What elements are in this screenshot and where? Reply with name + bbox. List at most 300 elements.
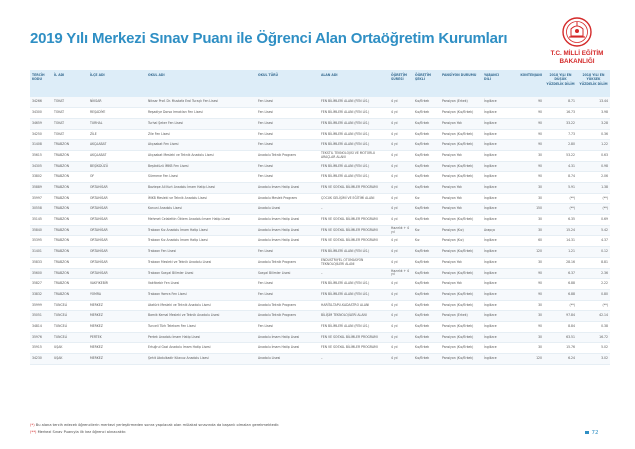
cell-kontenjan: 90	[508, 97, 544, 108]
cell-en-dusuk-yuzdelik: 2.80	[544, 140, 577, 151]
cell-alan-adi: FEN BİLİMLERİ ALANI (FEN LİS.)	[319, 140, 389, 151]
cell-okul-turu: Anadolu Teknik Programı	[256, 311, 319, 322]
cell-okul-adi: Sürmene Fen Lisesi	[146, 172, 256, 183]
cell-yabanci-dili: İngilizce	[482, 289, 508, 300]
cell-okul-turu: Sosyal Bilimler Lisesi	[256, 268, 319, 279]
cell-en-dusuk-yuzdelik: 97.84	[544, 311, 577, 322]
cell-kontenjan: 90	[508, 268, 544, 279]
cell-ilce-adi: NİKSAR	[88, 97, 146, 108]
cell-ogretim-sekli: Kız	[413, 225, 440, 236]
cell-ogretim-sekli: Kız/Erkek	[413, 268, 440, 279]
cell-en-dusuk-yuzdelik: 53.22	[544, 150, 577, 161]
cell-il-adi: TRABZON	[52, 289, 88, 300]
cell-il-adi: TRABZON	[52, 268, 88, 279]
cell-pansiyon-durumu: Pansiyon (Kız/Erkek)	[440, 268, 482, 279]
cell-tercih-kodu: 31408	[30, 140, 52, 151]
cell-alan-adi: FEN BİLİMLERİ ALANI (FEN LİS.)	[319, 247, 389, 258]
cell-en-yuksek-yuzdelik: 0.12	[577, 247, 610, 258]
cell-ogretim-suresi: 4 yıl	[389, 204, 413, 215]
cell-ogretim-suresi: 4 yıl	[389, 215, 413, 226]
cell-pansiyon-durumu: Pansiyon (Erkek)	[440, 97, 482, 108]
cell-alan-adi: FEN VE SOSYAL BİLİMLER PROGRAMI	[319, 215, 389, 226]
footnotes	[30, 422, 279, 436]
header-il-adi: İL ADI	[52, 70, 88, 97]
cell-ogretim-sekli: Kız/Erkek	[413, 150, 440, 161]
footnote-2-text: Merkezi Sınav Puanıyla ilk kez öğrenci alınacaktır.	[37, 429, 127, 434]
cell-ogretim-suresi: Hazırlık + 4 yıl	[389, 268, 413, 279]
cell-okul-adi: Niksar Prof. Dr. Mustafa Erol Turaçlı Fen Lisesi	[146, 97, 256, 108]
cell-kontenjan: 90	[508, 129, 544, 140]
cell-en-yuksek-yuzdelik: 8.81	[577, 257, 610, 268]
footnote-2-mark: (**)	[30, 429, 37, 434]
cell-en-dusuk-yuzdelik: 6.88	[544, 289, 577, 300]
header-tercih-kodu: TERCİH KODU	[30, 70, 52, 97]
cell-yabanci-dili: İngilizce	[482, 97, 508, 108]
cell-yabanci-dili: İngilizce	[482, 108, 508, 119]
cell-okul-adi: Mehmet Celalettin Öktem Anadolu İmam Hatip Lisesi	[146, 215, 256, 226]
cell-il-adi: TRABZON	[52, 193, 88, 204]
cell-ogretim-suresi: 4 yıl	[389, 140, 413, 151]
cell-en-dusuk-yuzdelik: (**)	[544, 193, 577, 204]
cell-ilce-adi: ORTAHİSAR	[88, 183, 146, 194]
cell-yabanci-dili: İngilizce	[482, 140, 508, 151]
cell-okul-adi: Bamik Kemal Mesleki ve Teknik Anadolu Lisesi	[146, 311, 256, 322]
cell-pansiyon-durumu: Pansiyon (Kız/Erkek)	[440, 300, 482, 311]
logo-line-2: BAKANLIĞI	[559, 57, 595, 65]
cell-ilce-adi: ORTAHİSAR	[88, 257, 146, 268]
cell-il-adi: TRABZON	[52, 279, 88, 290]
cell-ogretim-suresi: 4 yıl	[389, 97, 413, 108]
cell-alan-adi: TEKSTİL TEKNOLOJİSİ VE MOTORLU ARAÇLAR ALANI	[319, 150, 389, 161]
cell-okul-adi: Zile Fen Lisesi	[146, 129, 256, 140]
header-ogretim-suresi: ÖĞRETİM SÜRESİ	[389, 70, 413, 97]
cell-il-adi: TRABZON	[52, 215, 88, 226]
cell-alan-adi: FEN BİLİMLERİ ALANI (FEN LİS.)	[319, 289, 389, 300]
cell-ilce-adi: MERKEZ	[88, 311, 146, 322]
cell-kontenjan: 30	[508, 332, 544, 343]
table-row	[30, 215, 610, 226]
cell-ogretim-suresi: 4 yıl	[389, 129, 413, 140]
cell-yabanci-dili: İngilizce	[482, 321, 508, 332]
cell-il-adi: TRABZON	[52, 236, 88, 247]
cell-ilce-adi: BEŞİKDÜZÜ	[88, 161, 146, 172]
cell-en-dusuk-yuzdelik: 6.88	[544, 279, 577, 290]
cell-okul-adi: Tunceli Türk Telekom Fen Lisesi	[146, 321, 256, 332]
cell-yabanci-dili: İngilizce	[482, 257, 508, 268]
cell-yabanci-dili: İngilizce	[482, 215, 508, 226]
cell-en-yuksek-yuzdelik: (**)	[577, 204, 610, 215]
cell-en-yuksek-yuzdelik: 1.22	[577, 140, 610, 151]
cell-kontenjan: 90	[508, 289, 544, 300]
cell-okul-turu: Fen Lisesi	[256, 108, 319, 119]
cell-okul-turu: Anadolu İmam Hatip Lisesi	[256, 343, 319, 354]
cell-il-adi: UŞAK	[52, 354, 88, 365]
cell-alan-adi: FEN VE SOSYAL BİLİMLER PROGRAMI	[319, 225, 389, 236]
table-row	[30, 268, 610, 279]
cell-en-yuksek-yuzdelik: 3.02	[577, 354, 610, 365]
cell-il-adi: TOKAT	[52, 97, 88, 108]
cell-alan-adi: FEN VE SOSYAL BİLİMLER PROGRAMI	[319, 343, 389, 354]
cell-tercih-kodu: 33802	[30, 172, 52, 183]
cell-okul-turu: Anadolu İmam Hatip Lisesi	[256, 236, 319, 247]
cell-ogretim-suresi: 4 yıl	[389, 311, 413, 322]
schools-table	[30, 70, 610, 365]
table-row	[30, 300, 610, 311]
cell-alan-adi: FEN BİLİMLERİ ALANI (FEN LİS.)	[319, 321, 389, 332]
table-row	[30, 118, 610, 129]
cell-alan-adi: –	[319, 354, 389, 365]
page-number-text: 72	[591, 430, 599, 436]
cell-yabanci-dili: İngilizce	[482, 118, 508, 129]
cell-ogretim-suresi: 4 yıl	[389, 321, 413, 332]
cell-alan-adi: ÇOCUK GELİŞİMİ VE EĞİTİMİ ALANI	[319, 193, 389, 204]
cell-en-dusuk-yuzdelik: 5.91	[544, 183, 577, 194]
table-row	[30, 140, 610, 151]
cell-okul-adi: Ertuğrul Gazi Anadolu İmam Hatip Lisesi	[146, 343, 256, 354]
table-row	[30, 97, 610, 108]
cell-ilce-adi: REŞADİYE	[88, 108, 146, 119]
cell-okul-turu: Anadolu İmam Hatip Lisesi	[256, 332, 319, 343]
cell-kontenjan: 90	[508, 140, 544, 151]
table-row	[30, 150, 610, 161]
cell-alan-adi: FEN BİLİMLERİ ALANI (FEN LİS.)	[319, 129, 389, 140]
cell-kontenjan: 30	[508, 300, 544, 311]
cell-ilce-adi: VAKFIKEBİR	[88, 279, 146, 290]
table-row	[30, 183, 610, 194]
footnote-1	[30, 422, 279, 429]
cell-yabanci-dili: İngilizce	[482, 150, 508, 161]
logo-line-1: T.C. MİLLİ EĞİTİM	[550, 50, 604, 57]
cell-en-dusuk-yuzdelik: 1.21	[544, 247, 577, 258]
cell-ogretim-sekli: Kız/Erkek	[413, 279, 440, 290]
cell-en-yuksek-yuzdelik: 42.14	[577, 311, 610, 322]
cell-tercih-kodu: 35145	[30, 215, 52, 226]
cell-alan-adi: FEN BİLİMLERİ ALANI (FEN LİS.)	[319, 97, 389, 108]
cell-yabanci-dili: İngilizce	[482, 161, 508, 172]
cell-yabanci-dili: İngilizce	[482, 247, 508, 258]
cell-il-adi: TRABZON	[52, 150, 88, 161]
header-ilce-adi: İLÇE ADI	[88, 70, 146, 97]
cell-ogretim-sekli: Kız/Erkek	[413, 97, 440, 108]
cell-tercih-kodu: 31401	[30, 247, 52, 258]
cell-okul-turu: Anadolu Teknik Programı	[256, 150, 319, 161]
cell-ilce-adi: TURHAL	[88, 118, 146, 129]
cell-tercih-kodu: 34250	[30, 129, 52, 140]
cell-ogretim-sekli: Kız/Erkek	[413, 247, 440, 258]
cell-tercih-kodu: 35395	[30, 236, 52, 247]
header-okul-adi: OKUL ADI	[146, 70, 256, 97]
cell-okul-turu: Fen Lisesi	[256, 289, 319, 300]
header-ogretim-sekli: ÖĞRETİM ŞEKLİ	[413, 70, 440, 97]
cell-ilce-adi: ORTAHİSAR	[88, 268, 146, 279]
cell-kontenjan: 90	[508, 118, 544, 129]
cell-ogretim-suresi: 4 yıl	[389, 118, 413, 129]
header-kontenjan: KONTENJANI	[508, 70, 544, 97]
cell-ogretim-sekli: Kız/Erkek	[413, 354, 440, 365]
header-en-dusuk-yuzdelik: 2018 YILI EN DÜŞÜK YÜZDELİK DİLİM	[544, 70, 577, 97]
cell-tercih-kodu: 35615	[30, 150, 52, 161]
cell-ogretim-sekli: Kız/Erkek	[413, 183, 440, 194]
cell-il-adi: TOKAT	[52, 129, 88, 140]
cell-en-dusuk-yuzdelik: 15.76	[544, 343, 577, 354]
cell-okul-adi: Trabzon Yomra Fen Lisesi	[146, 289, 256, 300]
cell-ilce-adi: ZİLE	[88, 129, 146, 140]
cell-alan-adi: FEN BİLİMLERİ ALANI (FEN LİS.)	[319, 118, 389, 129]
cell-il-adi: TUNCELİ	[52, 321, 88, 332]
cell-pansiyon-durumu: Pansiyon Yok	[440, 150, 482, 161]
cell-tercih-kodu: 34230	[30, 354, 52, 365]
page-title: 2019 Yılı Merkezi Sınav Puanı ile Öğrenci Alan Ortaöğretim Kurumları	[30, 30, 508, 47]
cell-ogretim-suresi: 4 yıl	[389, 172, 413, 183]
cell-pansiyon-durumu: Pansiyon (Kız)	[440, 225, 482, 236]
cell-kontenjan: 150	[508, 204, 544, 215]
cell-okul-adi: Trabzon Kız Anadolu İmam Hatip Lisesi	[146, 225, 256, 236]
cell-ogretim-sekli: Kız/Erkek	[413, 300, 440, 311]
cell-ogretim-suresi: 4 yıl	[389, 236, 413, 247]
cell-kontenjan: 30	[508, 215, 544, 226]
cell-ogretim-suresi: 4 yıl	[389, 161, 413, 172]
table-row	[30, 311, 610, 322]
cell-alan-adi: –	[319, 204, 389, 215]
cell-en-yuksek-yuzdelik: 2.36	[577, 268, 610, 279]
cell-il-adi: TRABZON	[52, 140, 88, 151]
cell-il-adi: TRABZON	[52, 183, 88, 194]
cell-ogretim-suresi: 4 yıl	[389, 279, 413, 290]
cell-ilce-adi: ORTAHİSAR	[88, 225, 146, 236]
cell-ogretim-sekli: Kız/Erkek	[413, 161, 440, 172]
cell-ogretim-sekli: Kız/Erkek	[413, 204, 440, 215]
cell-yabanci-dili: İngilizce	[482, 268, 508, 279]
cell-en-yuksek-yuzdelik: 3.28	[577, 118, 610, 129]
cell-il-adi: TOKAT	[52, 108, 88, 119]
cell-ogretim-sekli: Kız/Erkek	[413, 118, 440, 129]
cell-ilce-adi: ORTAHİSAR	[88, 247, 146, 258]
cell-ogretim-sekli: Kız/Erkek	[413, 215, 440, 226]
cell-ogretim-suresi: 4 yıl	[389, 108, 413, 119]
cell-okul-turu: Anadolu Lisesi	[256, 204, 319, 215]
cell-pansiyon-durumu: Pansiyon (Kız/Erkek)	[440, 215, 482, 226]
cell-en-dusuk-yuzdelik: 33.22	[544, 118, 577, 129]
cell-ogretim-suresi: 4 yıl	[389, 150, 413, 161]
cell-pansiyon-durumu: Pansiyon Yok	[440, 193, 482, 204]
cell-en-yuksek-yuzdelik: 0.38	[577, 321, 610, 332]
cell-en-dusuk-yuzdelik: 4.31	[544, 161, 577, 172]
table-row	[30, 108, 610, 119]
cell-ogretim-sekli: Kız/Erkek	[413, 140, 440, 151]
cell-tercih-kodu: 30558	[30, 204, 52, 215]
table-row	[30, 354, 610, 365]
cell-okul-adi: Trabzon Fen Lisesi	[146, 247, 256, 258]
cell-ogretim-suresi: 4 yıl	[389, 300, 413, 311]
cell-okul-adi: Akçaabat Mesleki ve Teknik Anadolu Lisesi	[146, 150, 256, 161]
header-yabanci-dili: YABANCI DİLİ	[482, 70, 508, 97]
table-row	[30, 129, 610, 140]
cell-okul-adi: Akçaabat Fen Lisesi	[146, 140, 256, 151]
table-row	[30, 236, 610, 247]
cell-en-dusuk-yuzdelik: (**)	[544, 300, 577, 311]
cell-alan-adi: FEN VE SOSYAL BİLİMLER PROGRAMI	[319, 183, 389, 194]
cell-tercih-kodu: 34305	[30, 161, 52, 172]
cell-tercih-kodu: 35600	[30, 268, 52, 279]
cell-ilce-adi: PERTEK	[88, 332, 146, 343]
cell-ogretim-sekli: Kız/Erkek	[413, 343, 440, 354]
cell-kontenjan: 120	[508, 354, 544, 365]
cell-ilce-adi: ORTAHİSAR	[88, 204, 146, 215]
cell-pansiyon-durumu: Pansiyon (Kız/Erkek)	[440, 289, 482, 300]
table-row	[30, 257, 610, 268]
cell-en-dusuk-yuzdelik: 15.24	[544, 225, 577, 236]
cell-ogretim-sekli: Kız/Erkek	[413, 321, 440, 332]
cell-en-yuksek-yuzdelik: 4.37	[577, 236, 610, 247]
cell-okul-adi: Trabzon Mesleki ve Teknik Anadolu Lisesi	[146, 257, 256, 268]
cell-yabanci-dili: İngilizce	[482, 300, 508, 311]
cell-en-yuksek-yuzdelik: 5.42	[577, 225, 610, 236]
cell-il-adi: UŞAK	[52, 343, 88, 354]
cell-ilce-adi: AKÇAABAT	[88, 150, 146, 161]
cell-okul-turu: Anadolu İmam Hatip Lisesi	[256, 183, 319, 194]
header-okul-turu: OKUL TÜRÜ	[256, 70, 319, 97]
cell-pansiyon-durumu: Pansiyon (Kız/Erkek)	[440, 247, 482, 258]
cell-kontenjan: 30	[508, 193, 544, 204]
cell-yabanci-dili: İngilizce	[482, 172, 508, 183]
cell-en-dusuk-yuzdelik: 8.84	[544, 321, 577, 332]
cell-okul-turu: Fen Lisesi	[256, 118, 319, 129]
cell-alan-adi: FEN VE SOSYAL BİLİMLER PROGRAMI	[319, 332, 389, 343]
cell-ilce-adi: MERKEZ	[88, 343, 146, 354]
cell-okul-turu: Anadolu Teknik Programı	[256, 300, 319, 311]
cell-okul-adi: Trabzon Kız Anadolu İmam Hatip Lisesi	[146, 236, 256, 247]
cell-ogretim-sekli: Kız/Erkek	[413, 129, 440, 140]
cell-en-dusuk-yuzdelik: 14.31	[544, 236, 577, 247]
cell-en-yuksek-yuzdelik: 5.02	[577, 343, 610, 354]
cell-alan-adi: FEN BİLİMLERİ ALANI (FEN LİS.)	[319, 279, 389, 290]
cell-yabanci-dili: İngilizce	[482, 183, 508, 194]
footnote-1-text: Bu alana tercih edecek öğrencilerin merkezi yerleştirmeden sonra yapılacak olan mülakat sınavında da başarılı olmaları gerekmektedir.	[35, 423, 280, 427]
cell-en-yuksek-yuzdelik: 3.98	[577, 108, 610, 119]
cell-alan-adi: BİLİŞİM TEKNOLOJİLERİ ALANI	[319, 311, 389, 322]
cell-en-yuksek-yuzdelik: 0.36	[577, 129, 610, 140]
cell-okul-turu: Fen Lisesi	[256, 161, 319, 172]
cell-pansiyon-durumu: Pansiyon (Kız/Erkek)	[440, 108, 482, 119]
cell-kontenjan: 30	[508, 257, 544, 268]
cell-yabanci-dili: İngilizce	[482, 204, 508, 215]
cell-en-yuksek-yuzdelik: 0.80	[577, 289, 610, 300]
cell-okul-adi: Reşadiye Dorsa Irmakları Fen Lisesi	[146, 108, 256, 119]
cell-en-dusuk-yuzdelik: (**)	[544, 204, 577, 215]
cell-tercih-kodu: 35833	[30, 257, 52, 268]
cell-ilce-adi: ORTAHİSAR	[88, 236, 146, 247]
cell-en-yuksek-yuzdelik: 0.63	[577, 150, 610, 161]
cell-kontenjan: 90	[508, 321, 544, 332]
cell-yabanci-dili: İngilizce	[482, 332, 508, 343]
cell-ogretim-suresi: 4 yıl	[389, 193, 413, 204]
cell-kontenjan: 90	[508, 108, 544, 119]
cell-okul-turu: Anadolu Lisesi	[256, 354, 319, 365]
cell-ogretim-suresi: 4 yıl	[389, 354, 413, 365]
cell-en-dusuk-yuzdelik: 16.73	[544, 108, 577, 119]
cell-okul-adi: Kanuni Anadolu Lisesi	[146, 204, 256, 215]
cell-kontenjan: 90	[508, 279, 544, 290]
header-pansiyon-durumu: PANSİYON DURUMU	[440, 70, 482, 97]
cell-okul-adi: Boztepe Ali Kurt Anadolu İmam Hatip Lisesi	[146, 183, 256, 194]
cell-ogretim-sekli: Kız	[413, 193, 440, 204]
cell-en-dusuk-yuzdelik: 6.37	[544, 268, 577, 279]
cell-ogretim-suresi: Hazırlık + 4 yıl	[389, 225, 413, 236]
cell-okul-adi: İMKB Mesleki ve Teknik Anadolu Lisesi	[146, 193, 256, 204]
cell-tercih-kodu: 35999	[30, 300, 52, 311]
cell-ogretim-sekli: Kız/Erkek	[413, 289, 440, 300]
cell-en-yuksek-yuzdelik: 0.98	[577, 161, 610, 172]
cell-en-dusuk-yuzdelik: 7.73	[544, 129, 577, 140]
table-row	[30, 321, 610, 332]
ministry-logo	[548, 16, 606, 65]
page-number	[585, 430, 599, 436]
cell-il-adi: TRABZON	[52, 172, 88, 183]
cell-kontenjan: 30	[508, 183, 544, 194]
cell-pansiyon-durumu: Pansiyon (Kız/Erkek)	[440, 343, 482, 354]
table-row	[30, 332, 610, 343]
cell-kontenjan: 30	[508, 225, 544, 236]
cell-ogretim-suresi: 4 yıl	[389, 343, 413, 354]
cell-kontenjan: 30	[508, 311, 544, 322]
cell-kontenjan: 30	[508, 343, 544, 354]
cell-pansiyon-durumu: Pansiyon (Kız/Erkek)	[440, 129, 482, 140]
cell-tercih-kodu: 35051	[30, 311, 52, 322]
cell-tercih-kodu: 34814	[30, 321, 52, 332]
cell-okul-turu: Fen Lisesi	[256, 172, 319, 183]
header-en-yuksek-yuzdelik: 2018 YILI EN YÜKSEK YÜZDELİK DİLİM	[577, 70, 610, 97]
cell-en-yuksek-yuzdelik: 2.06	[577, 172, 610, 183]
cell-il-adi: TOKAT	[52, 118, 88, 129]
cell-ogretim-sekli: Kız/Erkek	[413, 108, 440, 119]
table-row	[30, 193, 610, 204]
table-row	[30, 172, 610, 183]
cell-alan-adi: –	[319, 268, 389, 279]
cell-ilce-adi: OF	[88, 172, 146, 183]
cell-tercih-kodu: 34659	[30, 118, 52, 129]
cell-okul-adi: Şehit Abdulkadir Kılavuz Anadolu Lisesi	[146, 354, 256, 365]
cell-okul-turu: Fen Lisesi	[256, 321, 319, 332]
cell-pansiyon-durumu: Pansiyon Yok	[440, 183, 482, 194]
cell-il-adi: TRABZON	[52, 247, 88, 258]
cell-alan-adi: HARİTA-TAPU-KADASTRO ALANI	[319, 300, 389, 311]
table-row	[30, 204, 610, 215]
cell-ilce-adi: ORTAHİSAR	[88, 193, 146, 204]
cell-pansiyon-durumu: Pansiyon (Kız/Erkek)	[440, 161, 482, 172]
header-alan-adi: ALAN ADI	[319, 70, 389, 97]
page-marker-icon	[585, 431, 589, 435]
cell-yabanci-dili: İngilizce	[482, 236, 508, 247]
table-row	[30, 225, 610, 236]
cell-en-yuksek-yuzdelik: 13.44	[577, 97, 610, 108]
cell-pansiyon-durumu: Pansiyon (Kız)	[440, 236, 482, 247]
cell-okul-turu: Fen Lisesi	[256, 140, 319, 151]
cell-okul-adi: Beşikdüzü İMKB Fen Lisesi	[146, 161, 256, 172]
cell-pansiyon-durumu: Pansiyon (Kız/Erkek)	[440, 321, 482, 332]
cell-kontenjan: 30	[508, 150, 544, 161]
cell-tercih-kodu: 34266	[30, 97, 52, 108]
cell-tercih-kodu: 35827	[30, 279, 52, 290]
cell-yabanci-dili: İngilizce	[482, 354, 508, 365]
cell-en-dusuk-yuzdelik: 8.71	[544, 97, 577, 108]
cell-okul-adi: Trabzon Sosyal Bilimler Lisesi	[146, 268, 256, 279]
cell-okul-turu: Anadolu İmam Hatip Lisesi	[256, 215, 319, 226]
cell-okul-turu: Fen Lisesi	[256, 247, 319, 258]
table-row	[30, 247, 610, 258]
cell-okul-turu: Fen Lisesi	[256, 97, 319, 108]
cell-okul-adi: Vakfıkebir Fen Lisesi	[146, 279, 256, 290]
cell-yabanci-dili: Arapça	[482, 225, 508, 236]
